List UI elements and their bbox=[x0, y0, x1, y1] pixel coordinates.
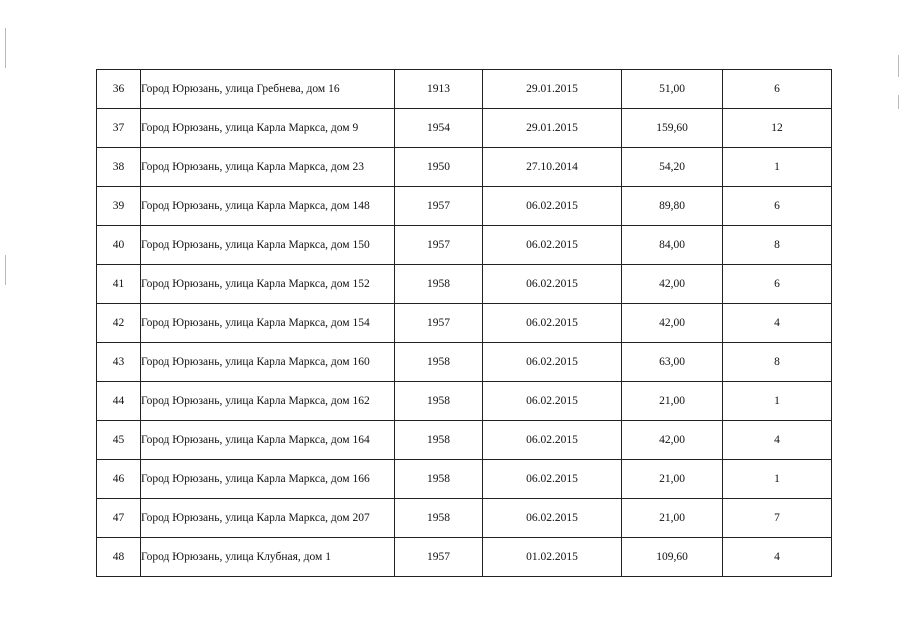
row-year: 1958 bbox=[395, 343, 483, 382]
row-area: 42,00 bbox=[622, 304, 723, 343]
row-number: 40 bbox=[97, 226, 141, 265]
row-date: 06.02.2015 bbox=[483, 265, 622, 304]
row-area: 84,00 bbox=[622, 226, 723, 265]
row-area: 54,20 bbox=[622, 148, 723, 187]
row-number: 36 bbox=[97, 70, 141, 109]
table-row bbox=[97, 538, 832, 577]
table-row bbox=[97, 226, 832, 265]
row-area: 42,00 bbox=[622, 421, 723, 460]
buildings-table bbox=[96, 69, 832, 577]
row-date: 29.01.2015 bbox=[483, 109, 622, 148]
table-row bbox=[97, 265, 832, 304]
row-count: 4 bbox=[723, 421, 832, 460]
scan-edge-mark bbox=[5, 255, 6, 285]
row-date: 06.02.2015 bbox=[483, 460, 622, 499]
row-address: Город Юрюзань, улица Карла Маркса, дом 150 bbox=[141, 226, 395, 265]
row-count: 1 bbox=[723, 148, 832, 187]
row-date: 01.02.2015 bbox=[483, 538, 622, 577]
row-date: 06.02.2015 bbox=[483, 499, 622, 538]
table-row bbox=[97, 187, 832, 226]
row-area: 21,00 bbox=[622, 499, 723, 538]
row-number: 38 bbox=[97, 148, 141, 187]
scan-edge-mark bbox=[898, 95, 899, 109]
table-row bbox=[97, 304, 832, 343]
scan-edge-mark bbox=[898, 55, 899, 77]
row-year: 1954 bbox=[395, 109, 483, 148]
row-address: Город Юрюзань, улица Карла Маркса, дом 164 bbox=[141, 421, 395, 460]
row-count: 6 bbox=[723, 70, 832, 109]
row-count: 6 bbox=[723, 187, 832, 226]
row-number: 37 bbox=[97, 109, 141, 148]
row-area: 89,80 bbox=[622, 187, 723, 226]
row-year: 1958 bbox=[395, 421, 483, 460]
table-row bbox=[97, 343, 832, 382]
row-number: 39 bbox=[97, 187, 141, 226]
row-number: 48 bbox=[97, 538, 141, 577]
row-area: 21,00 bbox=[622, 460, 723, 499]
row-year: 1958 bbox=[395, 382, 483, 421]
row-date: 06.02.2015 bbox=[483, 343, 622, 382]
row-number: 44 bbox=[97, 382, 141, 421]
row-year: 1957 bbox=[395, 538, 483, 577]
table-body bbox=[97, 70, 832, 577]
row-number: 46 bbox=[97, 460, 141, 499]
row-year: 1957 bbox=[395, 187, 483, 226]
table-row bbox=[97, 499, 832, 538]
row-address: Город Юрюзань, улица Карла Маркса, дом 23 bbox=[141, 148, 395, 187]
row-count: 4 bbox=[723, 538, 832, 577]
row-address: Город Юрюзань, улица Карла Маркса, дом 148 bbox=[141, 187, 395, 226]
table-row bbox=[97, 148, 832, 187]
row-address: Город Юрюзань, улица Карла Маркса, дом 162 bbox=[141, 382, 395, 421]
row-count: 7 bbox=[723, 499, 832, 538]
row-address: Город Юрюзань, улица Карла Маркса, дом 152 bbox=[141, 265, 395, 304]
row-date: 29.01.2015 bbox=[483, 70, 622, 109]
row-area: 21,00 bbox=[622, 382, 723, 421]
row-number: 42 bbox=[97, 304, 141, 343]
table-row bbox=[97, 382, 832, 421]
row-count: 1 bbox=[723, 460, 832, 499]
table-row bbox=[97, 460, 832, 499]
row-address: Город Юрюзань, улица Клубная, дом 1 bbox=[141, 538, 395, 577]
row-area: 42,00 bbox=[622, 265, 723, 304]
row-address: Город Юрюзань, улица Карла Маркса, дом 154 bbox=[141, 304, 395, 343]
row-date: 06.02.2015 bbox=[483, 382, 622, 421]
row-area: 63,00 bbox=[622, 343, 723, 382]
row-year: 1913 bbox=[395, 70, 483, 109]
row-count: 6 bbox=[723, 265, 832, 304]
row-count: 8 bbox=[723, 226, 832, 265]
row-address: Город Юрюзань, улица Гребнева, дом 16 bbox=[141, 70, 395, 109]
row-area: 159,60 bbox=[622, 109, 723, 148]
table-row bbox=[97, 70, 832, 109]
table-row bbox=[97, 109, 832, 148]
row-area: 109,60 bbox=[622, 538, 723, 577]
row-year: 1958 bbox=[395, 460, 483, 499]
row-number: 45 bbox=[97, 421, 141, 460]
row-count: 12 bbox=[723, 109, 832, 148]
row-year: 1958 bbox=[395, 265, 483, 304]
row-year: 1950 bbox=[395, 148, 483, 187]
row-address: Город Юрюзань, улица Карла Маркса, дом 160 bbox=[141, 343, 395, 382]
row-year: 1957 bbox=[395, 226, 483, 265]
row-number: 47 bbox=[97, 499, 141, 538]
row-date: 06.02.2015 bbox=[483, 226, 622, 265]
row-address: Город Юрюзань, улица Карла Маркса, дом 9 bbox=[141, 109, 395, 148]
table-row bbox=[97, 421, 832, 460]
row-number: 41 bbox=[97, 265, 141, 304]
row-count: 8 bbox=[723, 343, 832, 382]
row-number: 43 bbox=[97, 343, 141, 382]
row-date: 06.02.2015 bbox=[483, 421, 622, 460]
row-address: Город Юрюзань, улица Карла Маркса, дом 207 bbox=[141, 499, 395, 538]
row-date: 06.02.2015 bbox=[483, 187, 622, 226]
row-area: 51,00 bbox=[622, 70, 723, 109]
scan-edge-mark bbox=[5, 28, 6, 68]
row-count: 1 bbox=[723, 382, 832, 421]
row-year: 1957 bbox=[395, 304, 483, 343]
row-date: 27.10.2014 bbox=[483, 148, 622, 187]
row-year: 1958 bbox=[395, 499, 483, 538]
row-date: 06.02.2015 bbox=[483, 304, 622, 343]
row-address: Город Юрюзань, улица Карла Маркса, дом 166 bbox=[141, 460, 395, 499]
row-count: 4 bbox=[723, 304, 832, 343]
